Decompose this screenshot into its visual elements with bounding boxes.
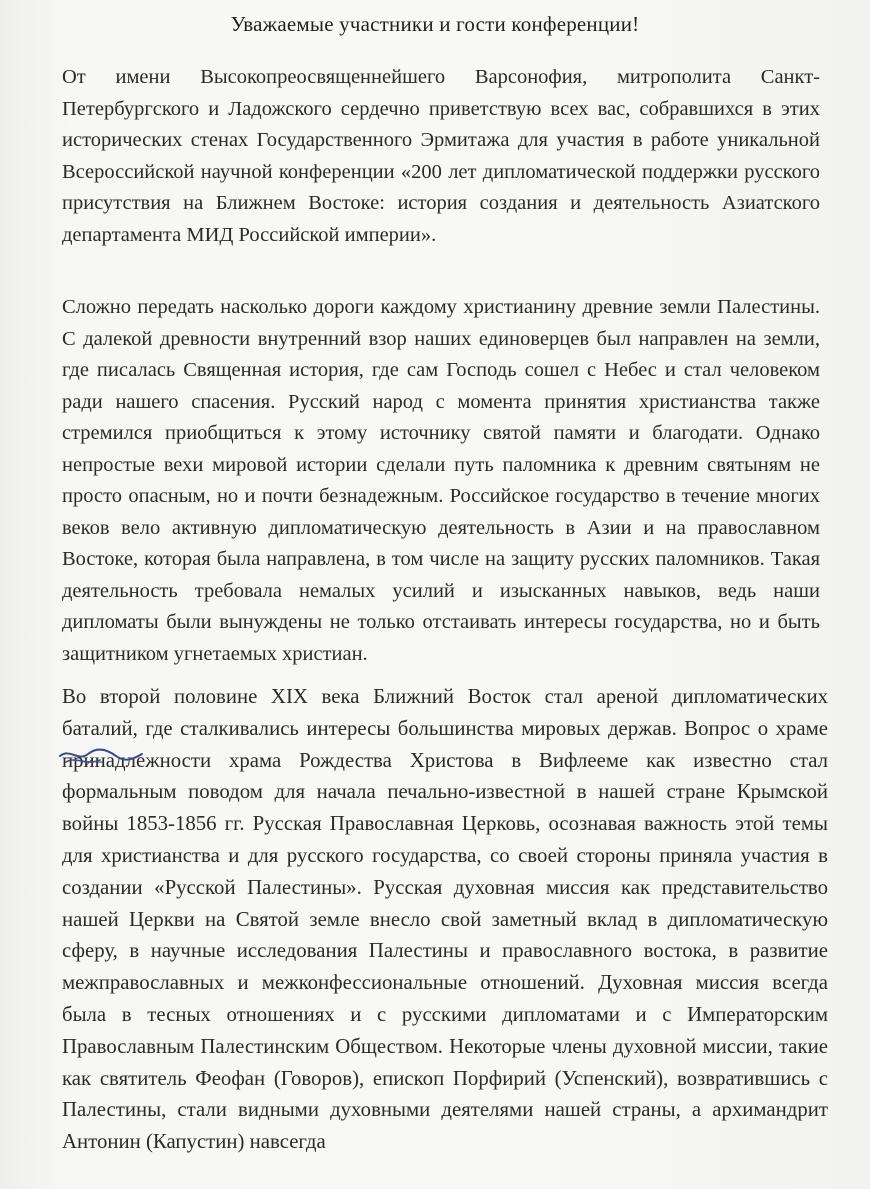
paragraph-palestine: Сложно передать насколько дороги каждому христианину древние земли Палестины. С далекой древности внутренний взор наших единоверцев был направлен на земли, где писалась Священная история, где сам Господь сошел с Небес и стал человеком ради нашего спасения. Русский народ с момента принятия христианства также стремился приобщиться к этому источнику святой памяти и благодати. Однако непростые вехи мировой истории сделали путь паломника к древним святыням не просто опасным, но и почти безнадежным. Российское государство в течение многих веков вело активную дипломатическую деятельность в Азии и на православном Востоке, которая была направлена, в том числе на защиту русских паломников. Такая деятельность требовала немалых усилий и изысканных навыков, ведь наши дипломаты были вынуждены не только отстаивать интересы государства, но и быть защитником угнетаемых христиан. (62, 296, 820, 665)
document-heading: Уважаемые участники и гости конференции! (230, 12, 640, 36)
paragraph-greeting: От имени Высокопреосвященнейшего Варсонофия, митрополита Санкт-Петербургского и Ладожского сердечно приветствую всех вас, собравшихся в этих исторических стенах Государственного Эрмитажа для участия в работе уникальной Всероссийской научной конференции «200 лет дипломатической поддержки русского присутствия на Ближнем Востоке: история создания и деятельность Азиатского департамента МИД Российской империи». (62, 66, 820, 246)
paragraph-nineteenth-century: Во второй половине XIX века Ближний Восток стал ареной дипломатических баталий, где сталкивались интересы большинства мировых держав. Вопрос о храме принадлежности храма Рождества Христова в Вифлееме как известно стал формальным поводом для начала печально-известной в нашей стране Крымской войны 1853-1856 гг. Русская Православная Церковь, осознавая важность этой темы для христианства и для русского государства, со своей стороны приняла участия в создании «Русской Палестины». Русская духовная миссия как представительство нашей Церкви на Святой земле внесло свой заметный вклад в дипломатическую сферу, в научные исследования Палестины и православного востока, в развитие межправославных и межконфессиональные отношений. Духовная миссия всегда была в тесных отношениях и с русскими дипломатами и с Императорским Православным Палестинским Обществом. Некоторые члены духовной миссии, такие как святитель Феофан (Говоров), епископ Порфирий (Успенский), возвратившись с Палестины, стали видными духовными деятелями нашей страны, а архимандрит Антонин (Капустин) навсегда (62, 685, 828, 1154)
